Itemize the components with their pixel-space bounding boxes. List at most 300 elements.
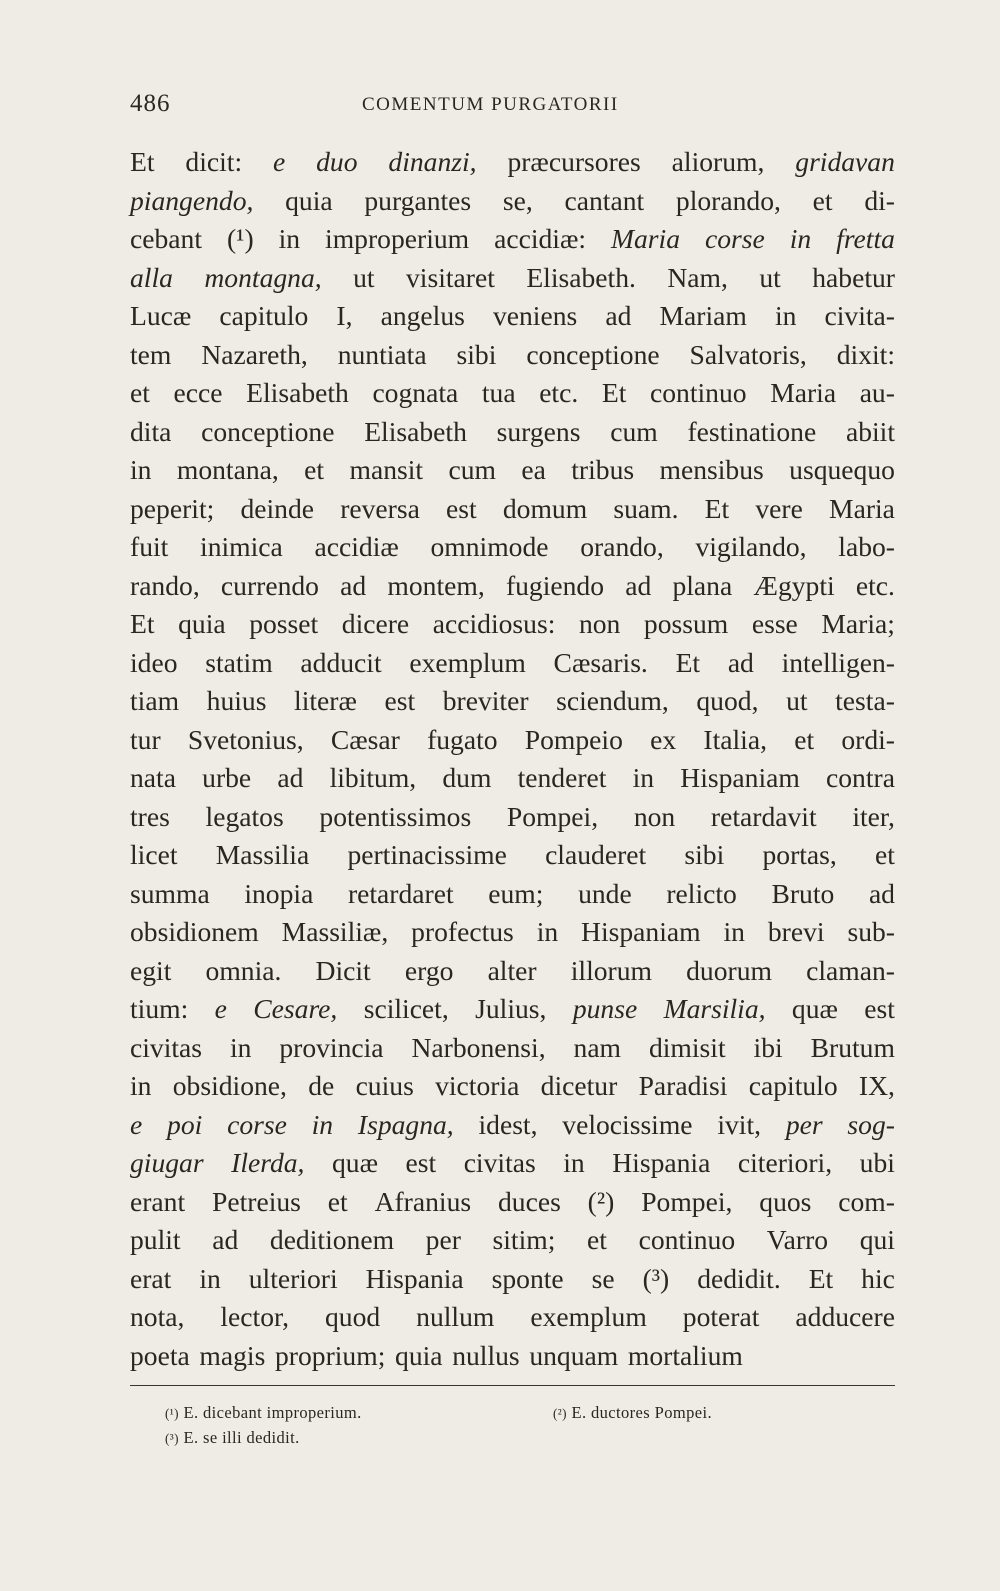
text-line [130, 220, 895, 259]
text-word: legatos [205, 800, 284, 832]
page-header [130, 90, 895, 130]
text-word: peperit; [130, 492, 215, 524]
text-word: poi [167, 1108, 203, 1140]
text-word: de [308, 1070, 335, 1101]
text-word: ex [650, 723, 677, 755]
text-word: tenderet [517, 762, 607, 793]
text-word: Maria; [821, 608, 895, 639]
text-word: poterat [682, 1301, 760, 1332]
text-word: se, [502, 184, 533, 216]
text-word: dicit: [185, 146, 243, 177]
text-word: labo- [838, 531, 895, 562]
text-line [130, 1106, 895, 1145]
text-word: cebant [130, 223, 203, 254]
text-word: inopia [244, 877, 314, 909]
text-word: Italia, [703, 723, 767, 755]
text-word: huius [206, 685, 267, 716]
text-line [130, 336, 895, 375]
running-title: COMENTUM PURGATORII [362, 94, 619, 115]
text-word: mensibus [659, 454, 764, 485]
text-word: duorum [686, 954, 772, 986]
text-word: et [327, 1185, 348, 1217]
text-word: Ilerda, [231, 1147, 305, 1178]
text-word: ecce [173, 377, 223, 408]
text-word: adducere [795, 1301, 895, 1332]
text-word: dinanzi, [388, 146, 477, 177]
text-word: currendo [220, 569, 319, 601]
text-word: alter [487, 954, 537, 986]
text-word: ordi- [841, 723, 895, 755]
text-word: e [273, 146, 286, 177]
text-word: ivit, [717, 1108, 762, 1140]
text-word: ulteriori [248, 1262, 338, 1294]
text-word: Hispaniam [680, 762, 800, 793]
text-line [130, 1183, 895, 1222]
text-word: (³) [642, 1262, 670, 1294]
text-word: Maria [829, 492, 895, 524]
text-word: Ispagna, [357, 1108, 454, 1140]
text-word: retardavit [710, 800, 817, 832]
text-word: in [632, 762, 655, 793]
text-word: in [278, 223, 301, 254]
text-word: Marsilia, [663, 993, 766, 1024]
text-word: Lucæ [130, 300, 192, 331]
text-word: omnia. [205, 954, 282, 986]
text-word: nata [130, 762, 176, 793]
text-word: intelligen- [781, 646, 895, 678]
text-word: testa- [835, 685, 895, 716]
text-word: idest, [478, 1108, 538, 1140]
text-word: in [563, 1147, 585, 1178]
text-word: accidiosus: [432, 608, 556, 639]
text-word: duo [316, 146, 358, 177]
text-word: Cesare, [253, 993, 338, 1024]
text-word: visitaret [406, 261, 495, 293]
text-word: sog- [847, 1108, 895, 1140]
text-word: provincia [279, 1031, 384, 1063]
text-word: au- [859, 377, 895, 408]
text-word: quæ [791, 993, 838, 1024]
text-word: cantant [564, 184, 645, 216]
text-word: poeta [130, 1339, 190, 1371]
text-word: licet [130, 839, 178, 870]
text-word: egit [130, 954, 172, 986]
footnote-3 [165, 1425, 300, 1451]
text-word: est [864, 993, 895, 1024]
text-word: ea [521, 454, 546, 485]
text-word: com- [838, 1185, 895, 1217]
text-word: ergo [404, 954, 454, 986]
text-line [130, 759, 895, 798]
text-word: capitulo [219, 300, 309, 331]
text-line [130, 143, 895, 182]
text-word: Nazareth, [201, 338, 308, 370]
text-word: est [446, 492, 477, 524]
text-word: plana [672, 569, 733, 601]
text-line [130, 567, 895, 606]
text-word: fretta [836, 223, 895, 254]
text-word: dum [442, 762, 492, 793]
text-word: Maria [770, 377, 837, 408]
text-word: cum [448, 454, 496, 485]
text-word: Afranius [374, 1185, 472, 1217]
text-word: I, [336, 300, 353, 331]
text-line [130, 490, 895, 529]
text-word: Pompei, [641, 1185, 733, 1217]
text-word: et [812, 184, 833, 216]
text-word: tiam [130, 685, 180, 716]
text-word: pulit [130, 1224, 181, 1255]
text-line [130, 952, 895, 991]
text-word: et [304, 454, 325, 485]
text-word: accidiæ: [494, 223, 587, 254]
text-word: Narbonensi, [411, 1031, 546, 1063]
text-word: in [199, 1262, 221, 1294]
text-word: Salvatoris, [689, 338, 807, 370]
text-word: et [875, 839, 895, 870]
text-word: Et [601, 377, 627, 408]
text-word: dimisit [648, 1031, 726, 1063]
text-word: mansit [349, 454, 424, 485]
text-word: urbe [202, 762, 252, 793]
text-word: dedidit. [697, 1262, 781, 1294]
text-word: tium: [130, 993, 189, 1024]
text-line [130, 297, 895, 336]
text-word: civitas [130, 1031, 203, 1063]
text-word: conceptione [201, 415, 335, 447]
text-word: erat [130, 1262, 172, 1294]
text-word: adducit [300, 646, 382, 678]
text-word: iter, [852, 800, 895, 832]
text-word: eum; [488, 877, 544, 909]
text-word: fuit [130, 531, 169, 562]
footnote-text: E. ductores Pompei. [571, 1403, 712, 1422]
text-word: angelus [380, 300, 465, 331]
text-word: rando, [130, 569, 200, 601]
text-word: inimica [200, 531, 283, 562]
text-word: purgantes [364, 184, 472, 216]
text-word: Hispaniam [581, 916, 701, 947]
text-word: continuo [638, 1224, 736, 1255]
text-line [130, 1221, 895, 1260]
text-word: gridavan [795, 146, 895, 177]
text-word: et [794, 723, 815, 755]
text-word: improperium [325, 223, 470, 254]
text-word: magis [199, 1339, 266, 1371]
text-line [130, 1260, 895, 1299]
text-word: (¹) [226, 223, 254, 254]
text-word: montana, [176, 454, 279, 485]
text-word: Elisabeth [246, 377, 349, 408]
text-word: quæ [331, 1147, 378, 1178]
text-word: obsidione, [172, 1070, 287, 1101]
text-word: portas, [762, 839, 837, 870]
text-word: retardaret [347, 877, 454, 909]
text-word: nam [573, 1031, 622, 1063]
text-line [130, 259, 895, 298]
text-line [130, 990, 895, 1029]
text-word: Nam, [667, 261, 728, 293]
text-word: Et [808, 1262, 834, 1294]
text-word: in [536, 916, 559, 947]
text-word: est [405, 1147, 437, 1178]
text-word: e [214, 993, 227, 1024]
text-word: esse [751, 608, 798, 639]
text-word: dicetur [540, 1070, 618, 1101]
footnote-2 [553, 1400, 712, 1426]
footnote-rule [130, 1385, 895, 1386]
text-word: fugiendo [505, 569, 605, 601]
text-word: Pompeio [524, 723, 623, 755]
text-word: citeriori, [737, 1147, 833, 1178]
text-word: statim [205, 646, 273, 678]
text-line [130, 798, 895, 837]
text-word: suam. [613, 492, 679, 524]
text-word: unquam [529, 1339, 619, 1371]
text-word: corse [704, 223, 765, 254]
text-word: surgens [496, 415, 581, 447]
text-word: in [130, 1070, 152, 1101]
text-word: tur [130, 723, 161, 755]
text-word: ad [727, 646, 754, 678]
text-word: Cæsaris. [553, 646, 648, 678]
text-word: ad [625, 569, 652, 601]
text-line [130, 721, 895, 760]
text-word: cuius [355, 1070, 414, 1101]
text-word: libitum, [329, 762, 417, 793]
text-line [130, 605, 895, 644]
text-word: erant [130, 1185, 186, 1217]
text-word: vere [755, 492, 803, 524]
text-word: et [130, 377, 150, 408]
text-word: civitas [463, 1147, 536, 1178]
text-word: unde [578, 877, 632, 909]
text-word: sitim; [492, 1224, 556, 1255]
text-line [130, 682, 895, 721]
text-word: profectus [411, 916, 514, 947]
text-word: ibi [753, 1031, 783, 1063]
text-word: clauderet [545, 839, 647, 870]
text-word: corse [227, 1108, 287, 1140]
text-word: orando, [580, 531, 664, 562]
text-word: Julius, [475, 993, 547, 1024]
text-word: (²) [587, 1185, 615, 1217]
text-word: qui [859, 1224, 895, 1255]
text-word: giugar [130, 1147, 204, 1178]
text-word: sponte [491, 1262, 564, 1294]
text-word: ubi [859, 1147, 895, 1178]
text-word: continuo [650, 377, 747, 408]
text-word: Et [704, 492, 730, 524]
text-word: sub- [847, 916, 895, 947]
text-word: tua [481, 377, 516, 408]
text-word: deinde [240, 492, 315, 524]
text-word: nuntiata [337, 338, 427, 370]
text-word: fugato [427, 723, 498, 755]
text-word: in [723, 916, 745, 947]
text-word: Pompei, [506, 800, 599, 832]
text-word: conceptione [526, 338, 660, 370]
text-word: montagna, [204, 261, 322, 293]
text-word: pertinacissime [347, 839, 507, 870]
text-word: quia [285, 184, 333, 216]
text-word: deditionem [269, 1224, 395, 1255]
text-word: quod [324, 1301, 381, 1332]
text-word: usquequo [789, 454, 895, 485]
text-word: habetur [812, 261, 895, 293]
footnote-marker: (¹) [165, 1406, 179, 1421]
text-word: Cæsar [330, 723, 400, 755]
page-number: 486 [130, 90, 171, 117]
text-word: exemplum [530, 1301, 647, 1332]
text-word: plorando, [675, 184, 781, 216]
text-word: cognata [372, 377, 459, 408]
text-word: ad [277, 762, 304, 793]
text-word: civita- [824, 300, 895, 331]
text-word: possum [643, 608, 729, 639]
text-word: posset [249, 608, 319, 639]
footnote-marker: (³) [165, 1431, 179, 1446]
text-word: piangendo, [130, 184, 254, 216]
text-word: obsidionem [130, 916, 259, 947]
text-word: in [130, 454, 152, 485]
text-word: lector, [220, 1301, 289, 1332]
text-word: relicto [666, 877, 737, 909]
text-word: sibi [456, 338, 497, 370]
text-word: in [311, 1108, 334, 1140]
text-word: velocissime [562, 1108, 693, 1140]
text-word: Hispania [612, 1147, 711, 1178]
text-word: Maria [611, 223, 680, 254]
footnote-text: E. se illi dedidit. [183, 1428, 300, 1447]
text-line [130, 374, 895, 413]
text-word: ad [605, 300, 632, 331]
text-word: etc. [539, 377, 579, 408]
text-word: veniens [492, 300, 578, 331]
text-word: Et [130, 608, 155, 639]
text-word: non [578, 608, 621, 639]
text-word: Et [675, 646, 701, 678]
text-word: illorum [570, 954, 652, 986]
text-word: Paradisi [638, 1070, 728, 1101]
text-word: ad [212, 1224, 239, 1255]
text-word: ad [340, 569, 367, 601]
text-word: montem, [387, 569, 485, 601]
text-word: reversa [340, 492, 420, 524]
text-word: se [591, 1262, 615, 1294]
text-word: aliorum, [671, 146, 765, 177]
text-word: scilicet, [363, 993, 449, 1024]
text-word: Massilia [215, 839, 310, 870]
text-word: per [785, 1108, 823, 1140]
text-word: Elisabeth. [526, 261, 636, 293]
text-word: in [774, 300, 797, 331]
text-word: accidiæ [314, 531, 399, 562]
text-word: festinatione [687, 415, 817, 447]
text-word: Elisabeth [364, 415, 467, 447]
text-line [130, 1337, 895, 1376]
text-word: ut [759, 261, 781, 293]
text-word: contra [826, 762, 895, 793]
text-word: Mariam [659, 300, 747, 331]
main-text [130, 143, 895, 1375]
text-word: per [425, 1224, 461, 1255]
text-word: dicere [341, 608, 410, 639]
text-word: hic [861, 1262, 895, 1294]
text-line [130, 913, 895, 952]
text-word: cum [610, 415, 658, 447]
text-word: ut [786, 685, 808, 716]
text-word: in [229, 1031, 252, 1063]
text-word: IX, [858, 1070, 895, 1101]
text-word: nullus [452, 1339, 520, 1371]
text-word: Et [130, 146, 155, 177]
text-line [130, 1029, 895, 1068]
text-word: punse [572, 993, 638, 1024]
text-word: capitulo [748, 1070, 838, 1101]
text-word: in [789, 223, 812, 254]
text-line [130, 528, 895, 567]
text-word: quia [395, 1339, 443, 1371]
text-word: mortalium [627, 1339, 743, 1371]
text-word: etc. [855, 569, 895, 601]
text-word: Brutum [810, 1031, 895, 1063]
text-word: ideo [130, 646, 178, 678]
text-word: duces [497, 1185, 561, 1217]
text-line [130, 836, 895, 875]
footnote-1 [165, 1400, 362, 1426]
text-word: Hispania [365, 1262, 464, 1294]
text-word: quos [759, 1185, 812, 1217]
text-word: est [384, 685, 416, 716]
text-word: exemplum [409, 646, 526, 678]
text-word: victoria [435, 1070, 520, 1101]
text-word: et [587, 1224, 607, 1255]
text-word: claman- [806, 954, 895, 986]
text-line [130, 413, 895, 452]
text-word: e [130, 1108, 143, 1140]
text-word: nota, [130, 1301, 185, 1332]
text-word: tres [130, 800, 170, 832]
text-word: Svetonius, [187, 723, 304, 755]
text-word: tribus [571, 454, 635, 485]
text-line [130, 1067, 895, 1106]
footnote-marker: (²) [553, 1406, 567, 1421]
text-line [130, 451, 895, 490]
text-word: sciendum, [556, 685, 669, 716]
text-word: breviter [442, 685, 529, 716]
text-word: vigilando, [695, 531, 807, 562]
text-word: summa [130, 877, 210, 909]
text-word: omnimode [430, 531, 549, 562]
text-word: præcursores [507, 146, 641, 177]
text-word: non [633, 800, 676, 832]
text-word: Massiliæ, [281, 916, 389, 947]
text-word: potentissimos [319, 800, 472, 832]
text-word: literæ [294, 685, 357, 716]
text-word: abiit [845, 415, 895, 447]
text-word: di- [864, 184, 895, 216]
text-word: quia [178, 608, 226, 639]
text-word: ad [868, 877, 895, 909]
text-word: dixit: [836, 338, 895, 370]
footnote-text: E. dicebant improperium. [183, 1403, 362, 1422]
text-word: Bruto [771, 877, 835, 909]
text-line [130, 182, 895, 221]
text-word: Ægypti [753, 569, 835, 601]
text-line [130, 1144, 895, 1183]
text-word: Petreius [212, 1185, 301, 1217]
